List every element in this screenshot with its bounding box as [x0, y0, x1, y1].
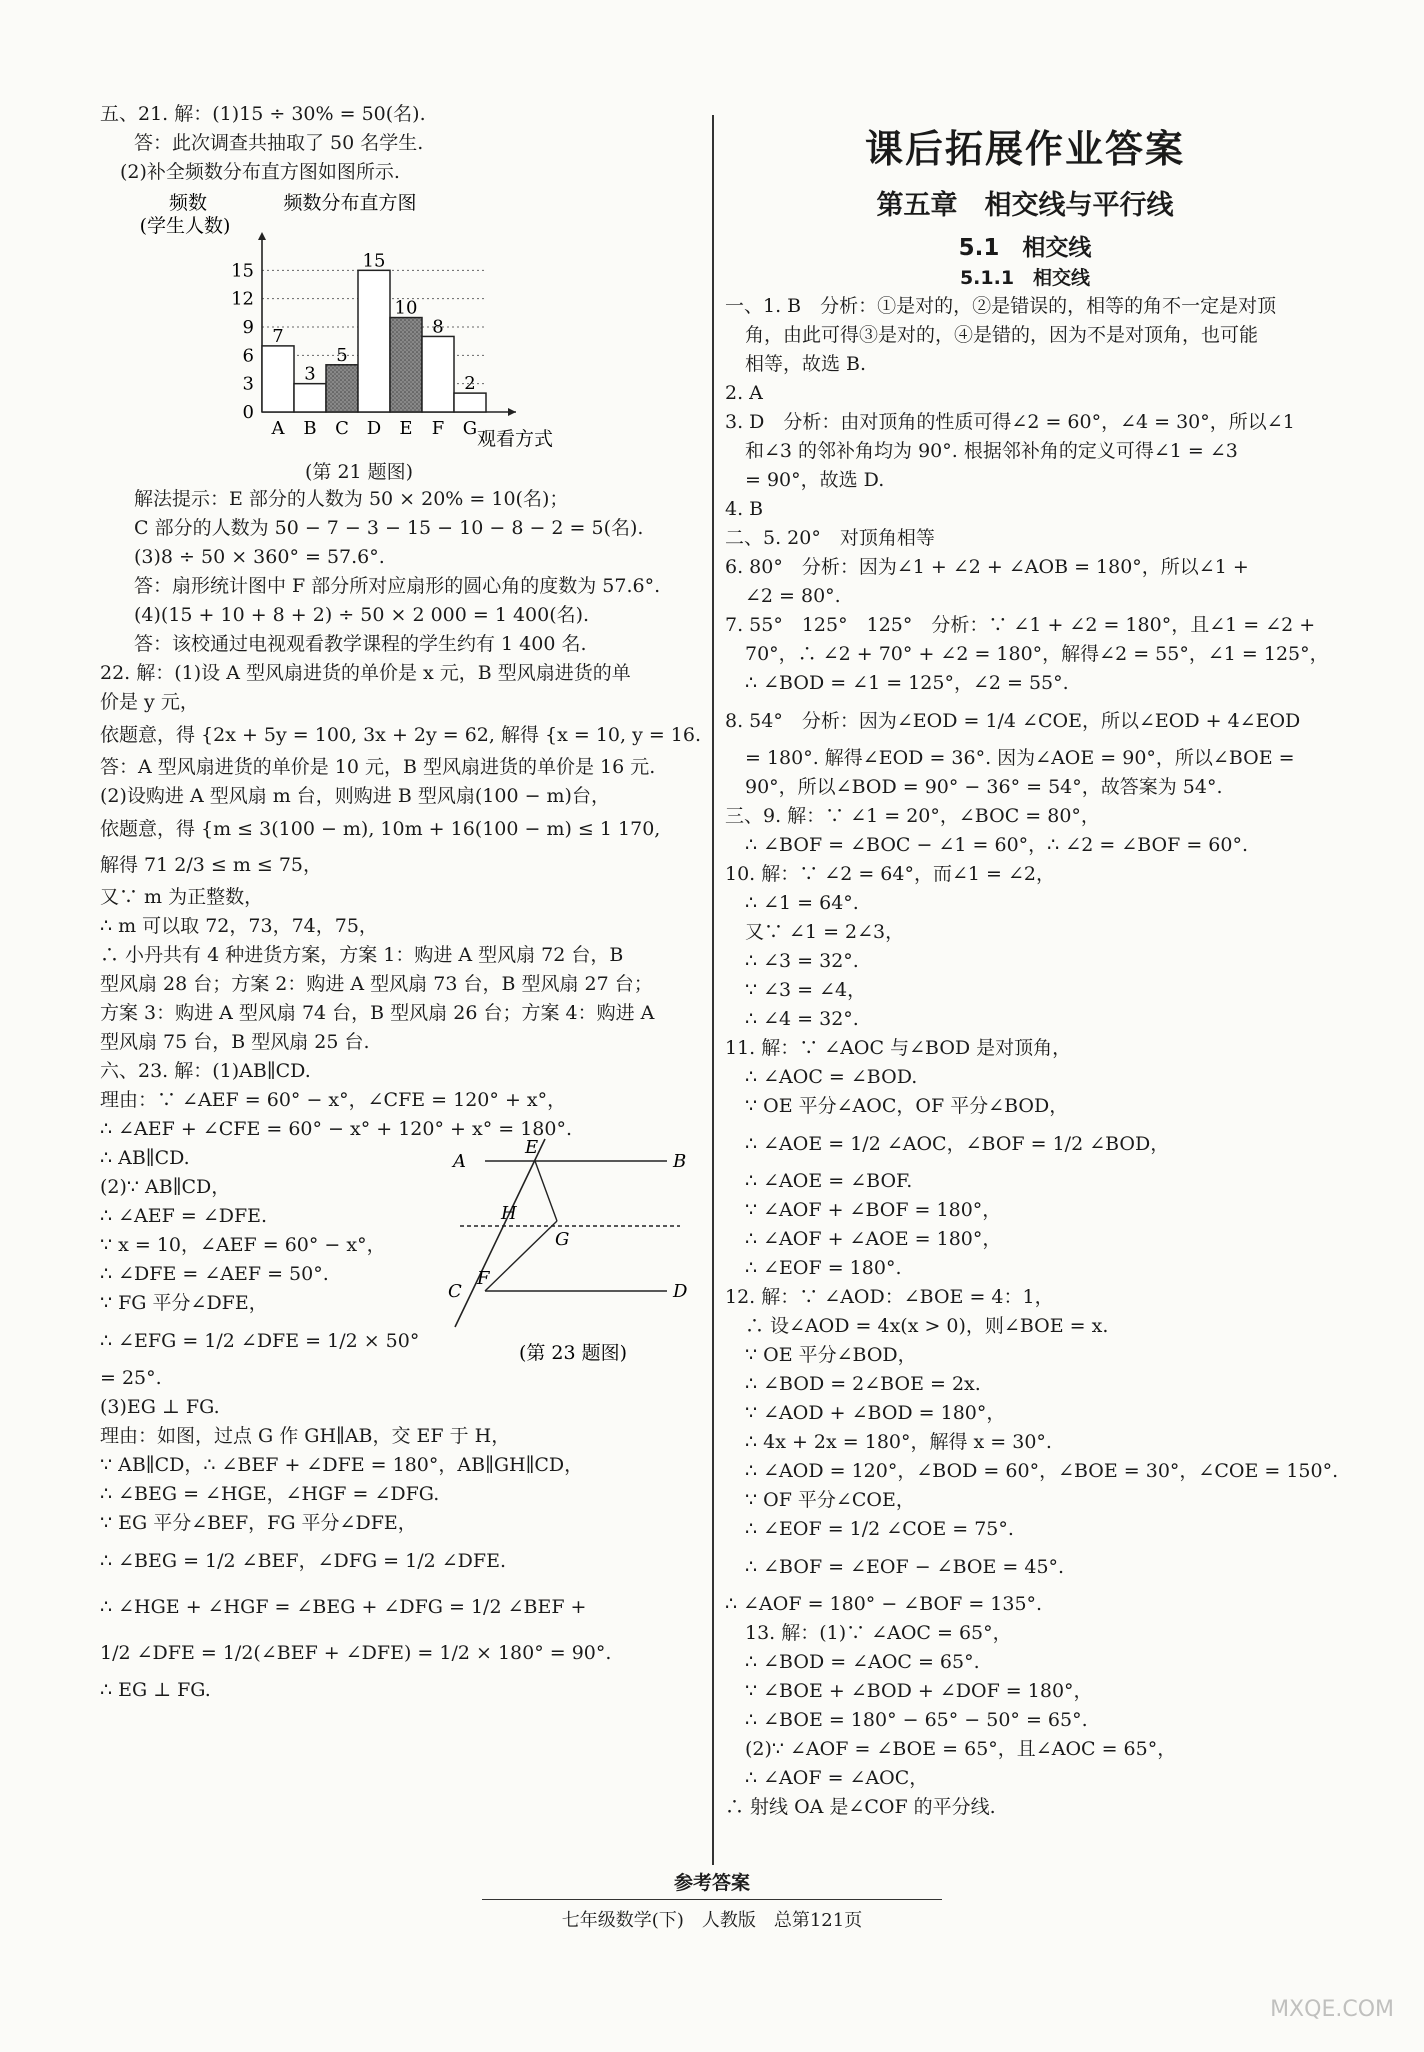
hist-category-label: E — [399, 418, 413, 439]
text-line: ∴ ∠BEG = ∠HGE，∠HGF = ∠DFG. — [100, 1483, 440, 1505]
transversal-ef — [455, 1139, 545, 1327]
answer-line: ∴ ∠BOE = 180° − 65° − 50° = 65°. — [745, 1709, 1088, 1731]
geometry-figure — [445, 1129, 695, 1374]
q21-solution — [100, 485, 700, 659]
hist-ytick-label: 12 — [231, 288, 254, 310]
hist-ytick-label: 3 — [242, 373, 254, 395]
answer-line: = 180°. 解得∠EOD = 36°. 因为∠AOE = 90°，所以∠BOE = — [745, 747, 1295, 769]
text-line: 依题意，得 {m ≤ 3(100 − m), 10m + 16(100 − m) ≤ 1 170, — [100, 818, 661, 840]
histogram-figure — [100, 187, 700, 459]
answer-line: ∴ ∠EOF = 1/2 ∠COE = 75°. — [745, 1518, 1014, 1540]
text-line: (4)(15 + 10 + 8 + 2) ÷ 50 × 2 000 = 1 400(名). — [134, 604, 590, 626]
hist-ytick-label: 6 — [242, 345, 254, 367]
answer-line: ∴ ∠AOE = ∠BOF. — [745, 1170, 913, 1192]
answer-line: ∵ ∠AOD + ∠BOD = 180°， — [745, 1402, 1006, 1424]
text-line: 解得 71 2/3 ≤ m ≤ 75， — [100, 854, 323, 876]
text-line: ∴ ∠AEF = ∠DFE. — [100, 1205, 268, 1227]
answer-line: ∴ ∠BOD = ∠AOC = 65°. — [745, 1651, 980, 1673]
answer-line: ∴ ∠AOE = 1/2 ∠AOC，∠BOF = 1/2 ∠BOD， — [745, 1133, 1170, 1155]
hist-category-label: C — [335, 418, 349, 439]
histogram-chart — [120, 187, 620, 459]
text-line: = 25°. — [100, 1367, 162, 1389]
text-line: 答：扇形统计图中 F 部分所对应扇形的圆心角的度数为 57.6°. — [134, 575, 661, 597]
answer-line: 2. A — [725, 382, 763, 404]
answer-line: ∴ ∠AOF = ∠AOC， — [745, 1767, 929, 1789]
text-line: 解法提示：E 部分的人数为 50 × 20% = 10(名)； — [134, 488, 569, 510]
text-line: ∴ m 可以取 72，73，74，75， — [100, 915, 378, 937]
answer-line: ∴ ∠AOD = 120°，∠BOD = 60°，∠BOE = 30°，∠COE = 150°. — [745, 1460, 1339, 1482]
left-column — [100, 100, 700, 1705]
segment-eg — [535, 1161, 557, 1221]
geometry-diagram — [445, 1129, 695, 1374]
text-line: ∵ FG 平分∠DFE， — [100, 1292, 268, 1314]
hist-value-label: 15 — [362, 250, 386, 272]
text-line: (3)EG ⊥ FG. — [100, 1396, 220, 1418]
hist-category-label: D — [366, 418, 382, 439]
chapter-title: 第五章 相交线与平行线 — [876, 190, 1174, 221]
answer-line: ∴ ∠3 = 32°. — [745, 950, 859, 972]
hist-title: 频数分布直方图 — [283, 192, 417, 214]
hist-bar — [454, 393, 486, 412]
answer-line: 角，由此可得③是对的，④是错的，因为不是对顶角，也可能 — [745, 324, 1259, 346]
hist-value-label: 3 — [304, 363, 316, 385]
answer-line: 二、5. 20° 对顶角相等 — [725, 527, 935, 549]
label-a: A — [453, 1151, 466, 1172]
text-line: ∴ 小丹共有 4 种进货方案，方案 1：购进 A 型风扇 72 台，B — [100, 944, 624, 966]
answer-line: ∵ ∠BOE + ∠BOD + ∠DOF = 180°， — [745, 1680, 1093, 1702]
label-f: F — [477, 1268, 490, 1289]
text-line: 又∵ m 为正整数， — [100, 886, 264, 908]
section-title: 5.1 相交线 — [958, 235, 1092, 261]
answer-line: ∵ OE 平分∠AOC，OF 平分∠BOD， — [745, 1095, 1069, 1117]
hist-bar — [262, 346, 294, 412]
answer-line: = 90°，故选 D. — [745, 469, 885, 491]
hist-value-label: 5 — [336, 344, 348, 366]
answer-line: 一、1. B 分析：①是对的，②是错误的，相等的角不一定是对顶 — [725, 295, 1277, 317]
hist-ytick-label: 9 — [242, 317, 254, 338]
label-b: B — [673, 1151, 687, 1172]
column-divider — [712, 115, 714, 1865]
answer-line: 10. 解：∵ ∠2 = 64°，而∠1 = ∠2， — [725, 863, 1055, 885]
page-footer — [0, 1868, 1424, 1932]
text-line: 型风扇 75 台，B 型风扇 25 台. — [100, 1031, 370, 1053]
hist-bar — [326, 365, 358, 412]
text-line: 方案 3：购进 A 型风扇 74 台，B 型风扇 26 台；方案 4：购进 A — [100, 1002, 655, 1024]
text-line: ∴ AB∥CD. — [100, 1147, 190, 1169]
hist-category-label: A — [271, 418, 285, 439]
hist-ylabel-2: (学生人数) — [139, 215, 231, 237]
text-line: ∵ EG 平分∠BEF，FG 平分∠DFE， — [100, 1512, 417, 1534]
text-line: 理由：如图，过点 G 作 GH∥AB，交 EF 于 H， — [100, 1425, 511, 1447]
geometry-caption: (第 23 题图) — [518, 1342, 628, 1364]
hist-y-arrow — [258, 232, 266, 240]
text-line: ∵ x = 10，∠AEF = 60° − x°， — [100, 1234, 386, 1256]
text-line: 六、23. 解：(1)AB∥CD. — [100, 1060, 311, 1082]
label-e: E — [525, 1137, 539, 1158]
segment-fg — [485, 1221, 557, 1291]
footer-label: 参考答案 — [673, 1872, 750, 1894]
answer-line: ∴ ∠BOD = 2∠BOE = 2x. — [745, 1373, 981, 1395]
text-line: (2)∵ AB∥CD， — [100, 1176, 231, 1198]
answer-line: 13. 解：(1)∵ ∠AOC = 65°， — [745, 1622, 1012, 1644]
answer-line: ∴ ∠BOF = ∠BOC − ∠1 = 60°，∴ ∠2 = ∠BOF = 60°. — [745, 834, 1248, 856]
text-line: 价是 y 元， — [100, 691, 199, 713]
answer-line: 6. 80° 分析：因为∠1 + ∠2 + ∠AOB = 180°，所以∠1 + — [725, 556, 1249, 578]
hist-value-label: 10 — [394, 297, 418, 319]
hist-bar — [358, 270, 390, 412]
hist-xlabel: 观看方式 — [476, 428, 554, 450]
answer-line: 7. 55° 125° 125° 分析：∵ ∠1 + ∠2 = 180°，且∠1 = ∠2 + — [725, 614, 1316, 636]
answer-line: ∵ ∠AOF + ∠BOF = 180°， — [745, 1199, 1002, 1221]
answer-line: 和∠3 的邻补角均为 90°. 根据邻补角的定义可得∠1 = ∠3 — [745, 440, 1238, 462]
hist-ylabel-1: 频数 — [168, 192, 208, 214]
answer-line: ∵ ∠3 = ∠4， — [745, 979, 867, 1001]
answer-line: ∴ 4x + 2x = 180°，解得 x = 30°. — [745, 1431, 1052, 1453]
answer-line: 11. 解：∵ ∠AOC 与∠BOD 是对顶角， — [725, 1037, 1072, 1059]
right-column — [725, 100, 1339, 1822]
hist-x-arrow — [508, 408, 516, 416]
hist-category-label: G — [462, 418, 478, 439]
hist-bar — [294, 384, 326, 412]
label-c: C — [448, 1281, 462, 1302]
answer-line: ∴ ∠BOD = ∠1 = 125°，∠2 = 55°. — [745, 672, 1069, 694]
hist-caption: (第 21 题图) — [305, 461, 414, 483]
text-line: (2)设购进 A 型风扇 m 台，则购进 B 型风扇(100 − m)台， — [100, 785, 610, 807]
text-line: (3)8 ÷ 50 × 360° = 57.6°. — [134, 546, 385, 568]
hist-category-label: F — [431, 418, 445, 439]
answer-line: ∴ 射线 OA 是∠COF 的平分线. — [725, 1796, 996, 1818]
text-line: 依题意，得 {2x + 5y = 100, 3x + 2y = 62, 解得 {x = 10, y = 16. — [100, 724, 702, 746]
text-line: 22. 解：(1)设 A 型风扇进货的单价是 x 元，B 型风扇进货的单 — [100, 662, 631, 684]
answer-line: ∴ ∠4 = 32°. — [745, 1008, 859, 1030]
answer-line: ∠2 = 80°. — [745, 585, 841, 607]
q21-text — [100, 100, 700, 187]
answer-line: ∴ ∠EOF = 180°. — [745, 1257, 902, 1279]
text-line: 答：A 型风扇进货的单价是 10 元，B 型风扇进货的单价是 16 元. — [100, 756, 656, 778]
answer-line: ∴ ∠AOF = 180° − ∠BOF = 135°. — [725, 1593, 1043, 1615]
answer-line: 8. 54° 分析：因为∠EOD = 1/4 ∠COE，所以∠EOD + 4∠EOD — [725, 710, 1301, 732]
text-line: 1/2 ∠DFE = 1/2(∠BEF + ∠DFE) = 1/2 × 180° = 90°. — [100, 1642, 612, 1664]
answer-list — [725, 292, 1339, 1822]
answer-line: 4. B — [725, 498, 764, 520]
hist-value-label: 7 — [272, 325, 284, 347]
answer-line: ∵ OE 平分∠BOD， — [745, 1344, 917, 1366]
text-line: ∴ ∠BEG = 1/2 ∠BEF，∠DFG = 1/2 ∠DFE. — [100, 1550, 506, 1572]
answer-line: (2)∵ ∠AOF = ∠BOE = 65°，且∠AOC = 65°， — [745, 1738, 1177, 1760]
text-line: ∴ EG ⊥ FG. — [100, 1679, 211, 1701]
answer-line: ∴ ∠AOC = ∠BOD. — [745, 1066, 918, 1088]
text-line: ∴ ∠AEF + ∠CFE = 60° − x° + 120° + x° = 180°. — [100, 1118, 573, 1140]
answer-line: ∴ 设∠AOD = 4x(x > 0)，则∠BOE = x. — [745, 1315, 1109, 1337]
footer-rule — [482, 1899, 942, 1900]
hist-value-label: 8 — [432, 316, 444, 338]
q22-solution — [100, 659, 700, 1057]
answer-line: ∴ ∠BOF = ∠EOF − ∠BOE = 45°. — [745, 1556, 1065, 1578]
q23-solution — [100, 1057, 700, 1705]
text-line: 答：该校通过电视观看教学课程的学生约有 1 400 名. — [134, 633, 587, 655]
answer-line: 又∵ ∠1 = 2∠3， — [745, 921, 905, 943]
page-title: 课后拓展作业答案 — [864, 127, 1185, 171]
text-line: 五、21. 解：(1)15 ÷ 30% = 50(名). — [100, 103, 426, 125]
footer-info: 七年级数学(下) 人教版 总第121页 — [561, 1910, 863, 1931]
text-line: C 部分的人数为 50 − 7 − 3 − 15 − 10 − 8 − 2 = 5(名). — [134, 517, 644, 539]
hist-value-label: 2 — [464, 373, 476, 395]
answer-line: ∵ OF 平分∠COE， — [745, 1489, 915, 1511]
text-line: ∴ ∠EFG = 1/2 ∠DFE = 1/2 × 50° — [100, 1330, 420, 1352]
text-line: (2)补全频数分布直方图如图所示. — [120, 161, 400, 183]
answer-line: 12. 解：∵ ∠AOD：∠BOE = 4：1， — [725, 1286, 1054, 1308]
hist-bar — [390, 318, 422, 412]
text-line: ∴ ∠HGE + ∠HGF = ∠BEG + ∠DFG = 1/2 ∠BEF + — [100, 1596, 587, 1618]
text-line: 理由：∵ ∠AEF = 60° − x°，∠CFE = 120° + x°， — [100, 1089, 567, 1111]
text-line: ∵ AB∥CD，∴ ∠BEF + ∠DFE = 180°，AB∥GH∥CD， — [100, 1454, 584, 1476]
answer-line: ∴ ∠AOF + ∠AOE = 180°， — [745, 1228, 1002, 1250]
answer-line: 3. D 分析：由对顶角的性质可得∠2 = 60°，∠4 = 30°，所以∠1 — [725, 411, 1295, 433]
text-line: 型风扇 28 台；方案 2：购进 A 型风扇 73 台，B 型风扇 27 台； — [100, 973, 653, 995]
watermark: MXQE.COM — [1270, 1997, 1394, 2022]
text-line: 答：此次调查共抽取了 50 名学生. — [134, 132, 424, 154]
hist-category-label: B — [303, 418, 317, 439]
label-h: H — [501, 1203, 517, 1224]
answer-line: ∴ ∠1 = 64°. — [745, 892, 859, 914]
hist-bar — [422, 336, 454, 412]
text-line: ∴ ∠DFE = ∠AEF = 50°. — [100, 1263, 329, 1285]
hist-ytick-label: 15 — [231, 260, 254, 282]
answer-line: 三、9. 解：∵ ∠1 = 20°，∠BOC = 80°， — [725, 805, 1100, 827]
answer-line: 相等，故选 B. — [745, 353, 867, 375]
subsection-title: 5.1.1 相交线 — [959, 267, 1091, 289]
label-d: D — [673, 1281, 688, 1302]
answer-line: 70°，∴ ∠2 + 70° + ∠2 = 180°，解得∠2 = 55°，∠1 = 125°， — [745, 643, 1329, 665]
hist-ytick-label: 0 — [242, 402, 254, 423]
label-g: G — [555, 1229, 570, 1250]
answer-line: 90°，所以∠BOD = 90° − 36° = 54°，故答案为 54°. — [745, 776, 1223, 798]
